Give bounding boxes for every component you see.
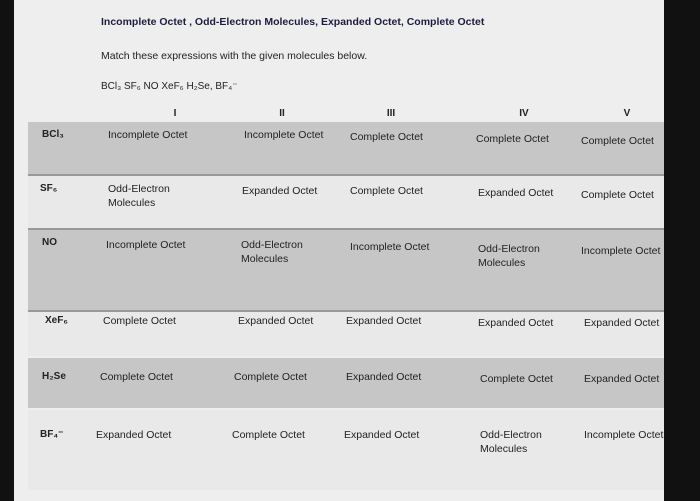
table-cell: Incomplete Octet <box>244 129 324 141</box>
column-header-ii: II <box>279 108 285 119</box>
table-cell: Incomplete Octet <box>350 241 430 253</box>
table-cell: Incomplete Octet <box>581 245 661 257</box>
row-label: NO <box>42 237 57 248</box>
table-cell: Expanded Octet <box>478 187 554 199</box>
table-cell: Complete Octet <box>480 373 553 385</box>
table-cell: Complete Octet <box>476 133 549 145</box>
column-header-i: I <box>173 108 177 119</box>
table-cell: Expanded Octet <box>478 317 554 329</box>
table-cell: Incomplete Octet <box>106 239 186 251</box>
table-cell: Complete Octet <box>350 131 423 143</box>
table-cell: Expanded Octet <box>242 185 318 197</box>
table-row <box>28 230 664 310</box>
table-cell: Odd-Electron Molecules <box>241 239 303 265</box>
row-label: BF₄⁻ <box>40 429 64 440</box>
table-cell: Expanded Octet <box>346 315 422 327</box>
table-cell: Complete Octet <box>100 371 173 383</box>
table-cell: Incomplete Octet <box>108 129 188 141</box>
table-row <box>28 312 664 356</box>
table-cell: Complete Octet <box>581 189 654 201</box>
column-header-v: V <box>623 108 631 119</box>
table-cell: Expanded Octet <box>96 429 172 441</box>
table-cell: Incomplete Octet <box>584 429 664 441</box>
table-row <box>28 176 664 228</box>
table-cell: Expanded Octet <box>584 373 660 385</box>
table-cell: Complete Octet <box>350 185 423 197</box>
table-cell: Expanded Octet <box>346 371 422 383</box>
column-header-iii: III <box>386 108 396 119</box>
row-label: BCl₃ <box>42 129 64 140</box>
column-header-iv: IV <box>519 108 529 119</box>
table-row <box>28 358 664 408</box>
table-cell: Odd-Electron Molecules <box>480 429 542 455</box>
page-title: Incomplete Octet , Odd-Electron Molecules, Expanded Octet, Complete Octet <box>101 16 485 28</box>
row-label: XeF₆ <box>45 315 68 326</box>
table-cell: Complete Octet <box>232 429 305 441</box>
worksheet-page <box>14 0 664 501</box>
row-label: SF₆ <box>40 183 58 194</box>
row-label: H₂Se <box>42 371 66 382</box>
table-cell: Complete Octet <box>581 135 654 147</box>
table-cell: Expanded Octet <box>238 315 314 327</box>
table-row <box>28 122 664 174</box>
table-row <box>28 410 664 490</box>
table-cell: Complete Octet <box>103 315 176 327</box>
table-cell: Expanded Octet <box>344 429 420 441</box>
instruction-text: Match these expressions with the given molecules below. <box>101 50 368 62</box>
table-cell: Complete Octet <box>234 371 307 383</box>
table-cell: Odd-Electron Molecules <box>478 243 540 269</box>
molecule-list: BCl₃ SF₆ NO XeF₆ H₂Se, BF₄⁻ <box>101 81 238 92</box>
table-cell: Odd-Electron Molecules <box>108 183 170 209</box>
table-cell: Expanded Octet <box>584 317 660 329</box>
